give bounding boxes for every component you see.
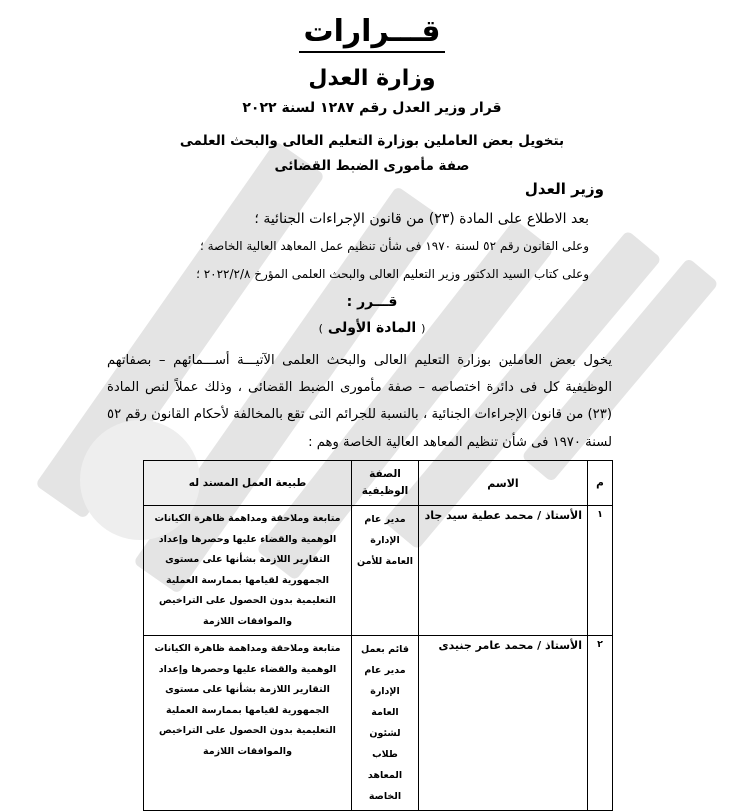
row-name: الأستاذ / محمد عامر جنيدى (419, 636, 588, 811)
header-num: م (588, 461, 613, 506)
row-name: الأستاذ / محمد عطية سيد جاد (419, 506, 588, 636)
article-title: المادة الأولى (327, 320, 417, 336)
preamble-line: بعد الاطلاع على المادة (٢٣) من قانون الإجراءات الجنائية ؛ (254, 211, 589, 227)
decree-number: قرار وزير العدل رقم ١٢٨٧ لسنة ٢٠٢٢ (242, 100, 502, 116)
header-work: طبيعة العمل المسند له (144, 461, 352, 506)
header-name: الاسم (419, 461, 588, 506)
decree-subject-line-2: صفة مأمورى الضبط القضائى (274, 158, 470, 174)
table-row (144, 636, 613, 811)
row-work: متابعة وملاحقة ومداهمة ظاهرة الكيانات الوهمية والقضاء عليها وحصرها وإعداد التقارير اللازمة بشأنها على مستوى الجمهورية لقيامها بممارسة العملية التعليمية بدون الحصول على التراخيص والموافقات اللازمة (144, 506, 352, 636)
table-row (144, 506, 613, 636)
section-title: قـــرارات (0, 14, 744, 49)
preamble-line: وعلى القانون رقم ٥٢ لسنة ١٩٧٠ فى شأن تنظيم عمل المعاهد العالية الخاصة ؛ (199, 239, 589, 253)
issuer: وزير العدل (524, 180, 604, 198)
preamble-line: وعلى كتاب السيد الدكتور وزير التعليم العالى والبحث العلمى المؤرخ ٢٠٢٢/٢/٨ ؛ (196, 267, 589, 281)
authorized-staff-table (143, 460, 613, 811)
article-paragraph: يخول بعض العاملين بوزارة التعليم العالى والبحث العلمى الآتيـــة أســـمائهم – بصفاتهم الوظيفية كل فى دائرة اختصاصه – صفة مأمورى الضبط القضائى ، وذلك عملاً لنص المادة (٢٣) من قانون الإجراءات الجنائية ، بالنسبة للجرائم التى تقع بالمخالفة لأحكام القانون رقم ٥٢ لسنة ١٩٧٠ فى شأن تنظيم المعاهد العالية الخاصة وهم : (107, 353, 612, 450)
table-header-row (144, 461, 613, 506)
row-num: ٢ (588, 636, 613, 811)
row-title: مدير عام الإدارة العامة للأمن (352, 506, 419, 636)
row-num: ١ (588, 506, 613, 636)
paren: ( (421, 322, 426, 335)
row-title: قائم بعمل مدير عام الإدارة العامة لشئون طلاب المعاهد الخاصة (352, 636, 419, 811)
ministry-name: وزارة العدل (308, 66, 436, 91)
decree-subject-line-1: بتخويل بعض العاملين بوزارة التعليم العالى والبحث العلمى (179, 133, 565, 149)
decided-heading: قـــرر : (346, 294, 398, 310)
row-work: متابعة وملاحقة ومداهمة ظاهرة الكيانات الوهمية والقضاء عليها وحصرها وإعداد التقارير اللازمة بشأنها على مستوى الجمهورية لقيامها بممارسة العملية التعليمية بدون الحصول على التراخيص والموافقات اللازمة (144, 636, 352, 811)
article-heading (0, 320, 744, 336)
paren: ) (318, 322, 323, 335)
header-title: الصفة الوظيفية (352, 461, 419, 506)
